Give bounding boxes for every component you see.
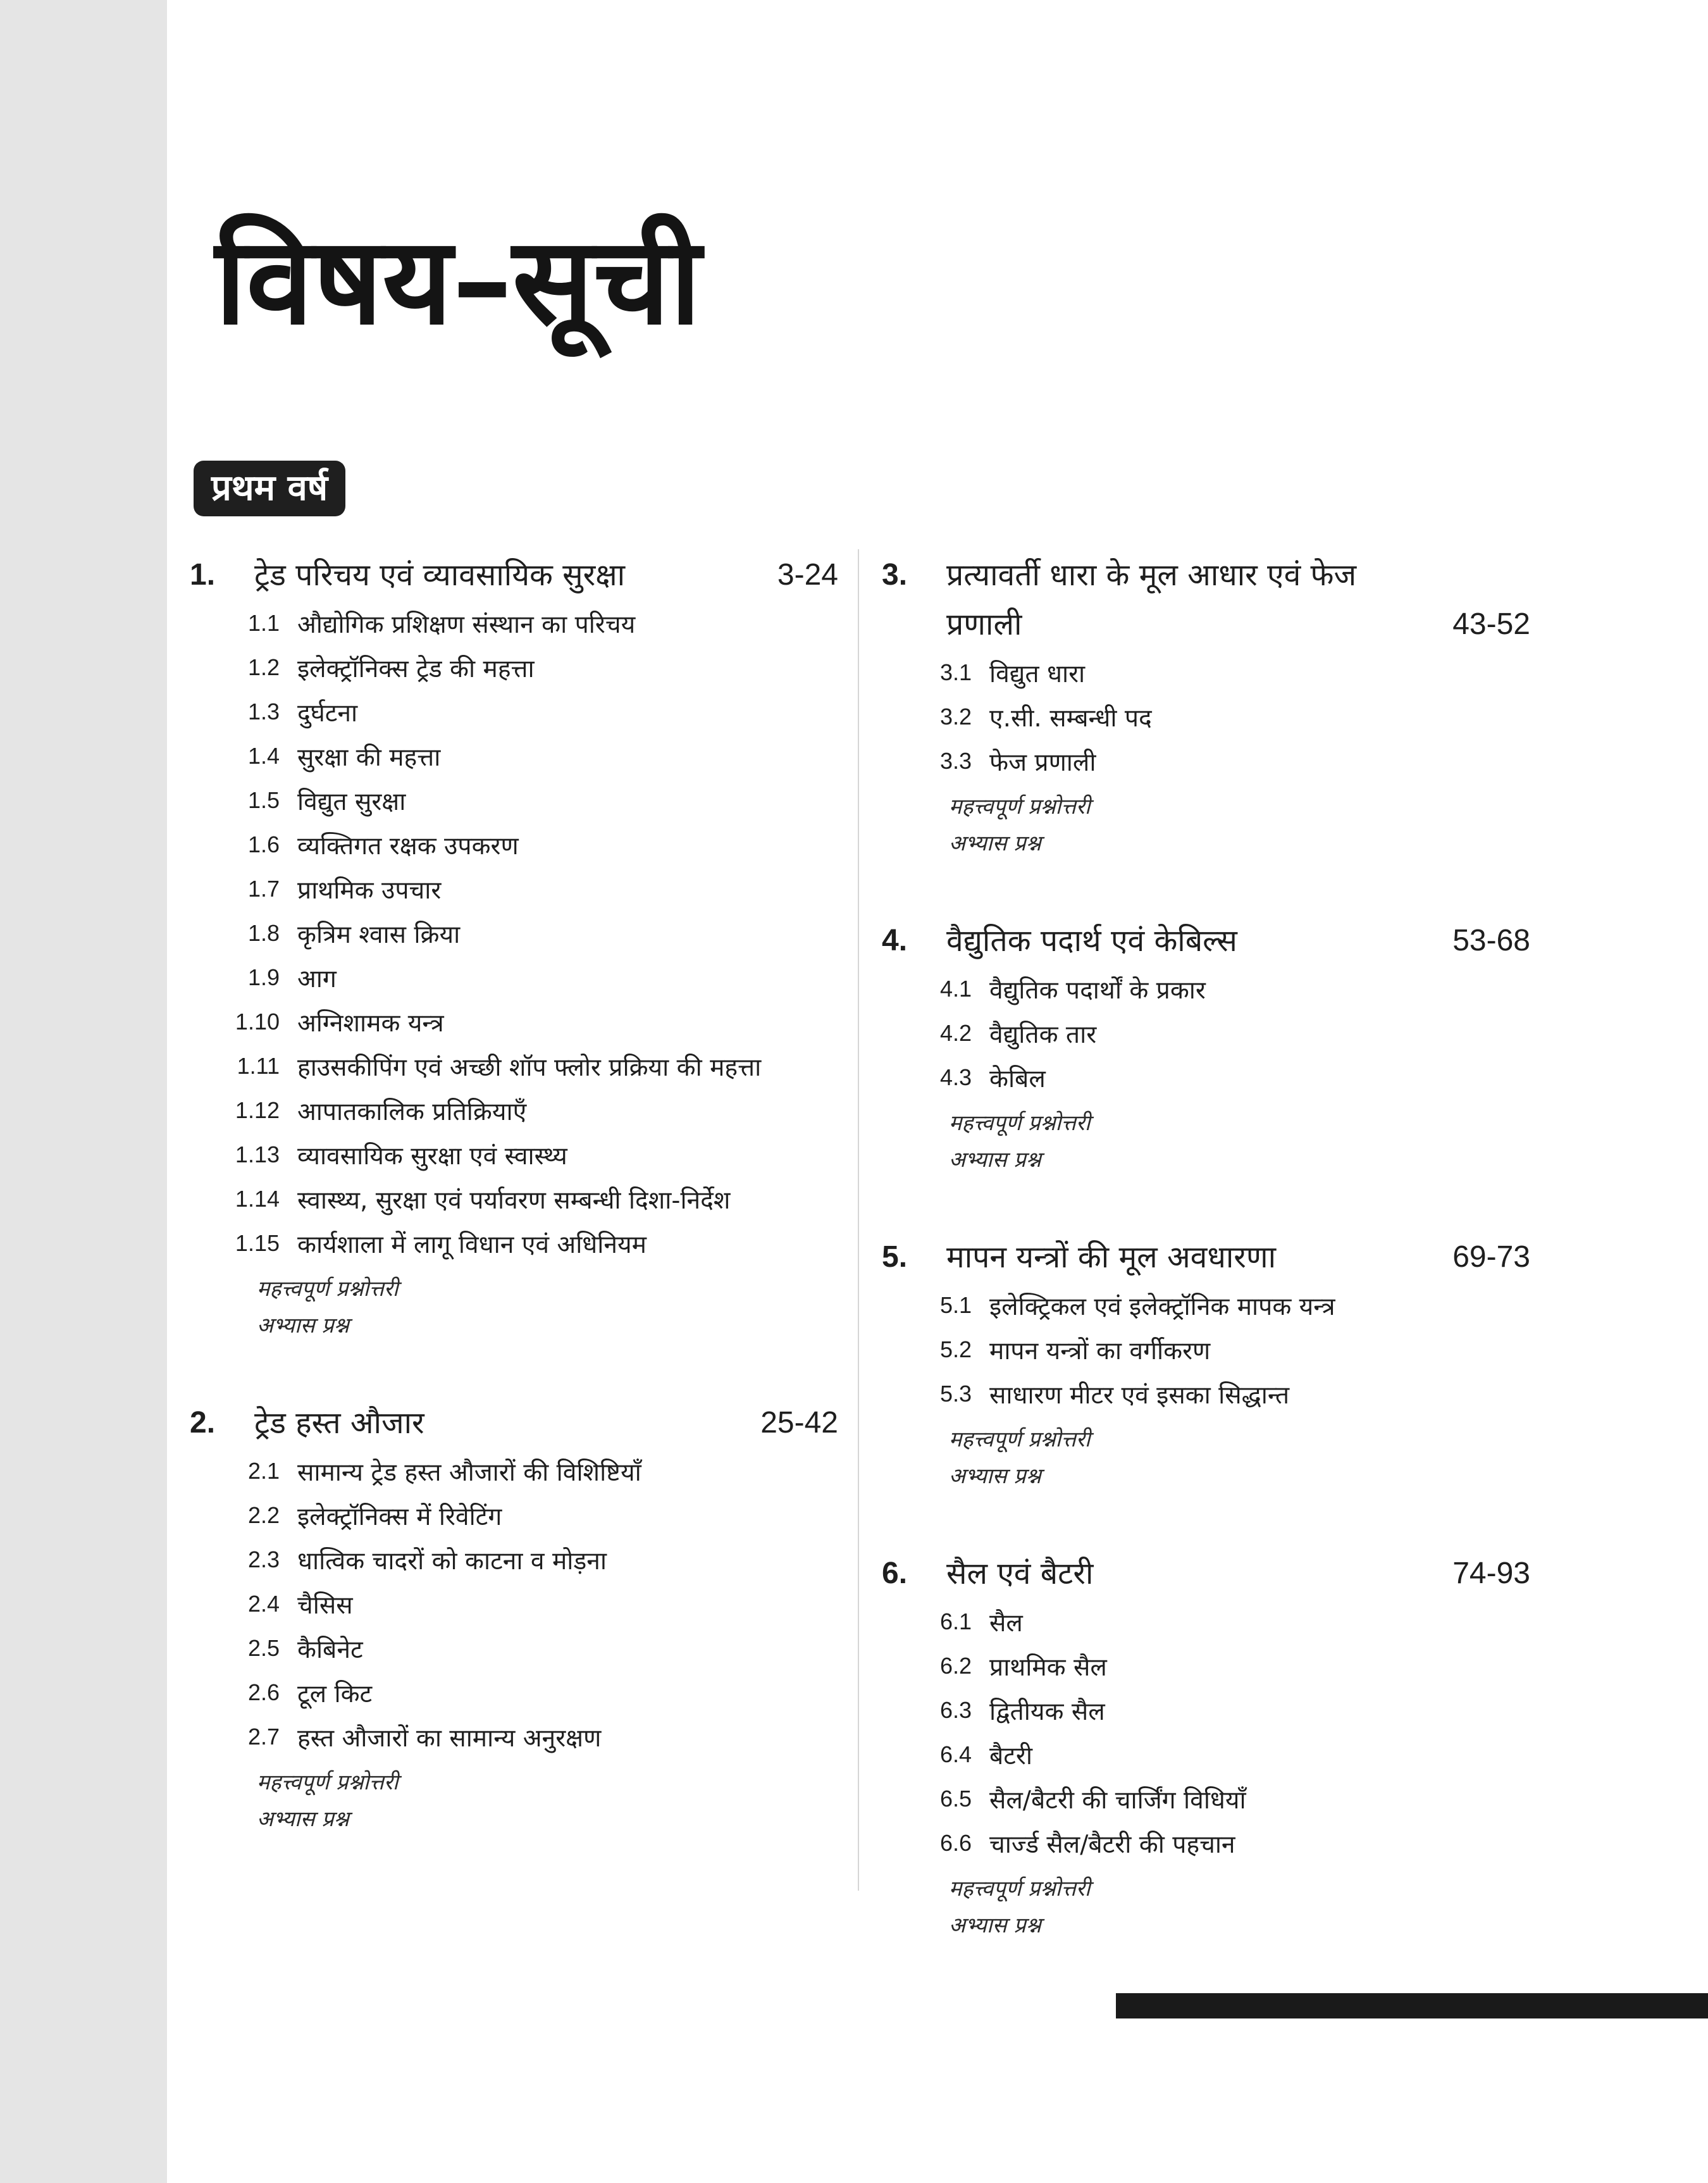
chapter-title: मापन यन्त्रों की मूल अवधारणा <box>946 1240 1277 1275</box>
topic-item <box>882 650 1530 695</box>
chapter-number: 2. <box>190 1406 216 1440</box>
topic-item <box>190 911 838 955</box>
topic-number: 1.5 <box>247 787 280 813</box>
chapter-topic-list <box>190 1449 838 1759</box>
chapter-topic-list <box>882 650 1530 783</box>
topic-title: हाउसकीपिंग एवं अच्छी शॉप फ्लोर प्रक्रिया की महत्ता <box>297 1053 762 1082</box>
topic-item <box>190 734 838 778</box>
topic-number: 6.6 <box>939 1830 972 1856</box>
topic-title: मापन यन्त्रों का वर्गीकरण <box>989 1336 1211 1365</box>
topic-title: कृत्रिम श्वास क्रिया <box>297 920 461 949</box>
chapter-topic-list <box>882 967 1530 1100</box>
left-margin-strip <box>0 0 167 2183</box>
topic-item <box>190 1000 838 1044</box>
important-questions-label: महत्त्वपूर्ण प्रश्नोत्तरी <box>949 1427 1091 1452</box>
toc-chapter <box>882 1549 1530 1944</box>
toc-chapter <box>882 916 1530 1178</box>
chapter-heading <box>882 916 1530 966</box>
chapter-heading <box>882 1549 1530 1598</box>
topic-title: चार्ज्ड सैल/बैटरी की पहचान <box>989 1830 1235 1859</box>
topic-number: 1.7 <box>247 876 280 902</box>
topic-title: धात्विक चादरों को काटना व मोड़ना <box>297 1546 607 1576</box>
topic-item <box>190 1493 838 1538</box>
topic-title: केबिल <box>989 1064 1046 1093</box>
chapter-title: वैद्युतिक पदार्थ एवं केबिल्स <box>946 923 1237 959</box>
topic-title: सुरक्षा की महत्ता <box>297 743 441 772</box>
practice-questions-label: अभ्यास प्रश्न <box>949 1464 1041 1489</box>
chapter-topic-list <box>190 601 838 1266</box>
topic-number: 1.15 <box>235 1230 280 1256</box>
chapter-page-range: 69-73 <box>1452 1240 1530 1274</box>
topic-item <box>882 1055 1530 1100</box>
topic-item <box>190 778 838 823</box>
topic-number: 5.3 <box>939 1381 972 1407</box>
topic-title: विद्युत धारा <box>989 659 1086 688</box>
topic-title: स्वास्थ्य, सुरक्षा एवं पर्यावरण सम्बन्धी दिशा-निर्देश <box>297 1186 731 1215</box>
topic-item <box>190 955 838 1000</box>
topic-number: 2.7 <box>247 1724 280 1750</box>
topic-number: 5.2 <box>939 1336 972 1362</box>
toc-column-right <box>882 550 1530 1998</box>
topic-number: 1.1 <box>247 610 280 636</box>
topic-title: चैसिस <box>297 1591 353 1620</box>
important-questions-label: महत्त्वपूर्ण प्रश्नोत्तरी <box>257 1276 399 1302</box>
topic-item <box>190 601 838 645</box>
page-title: विषय–सूची <box>215 211 702 351</box>
topic-number: 2.2 <box>247 1502 280 1528</box>
topic-title: अग्निशामक यन्त्र <box>297 1009 444 1038</box>
topic-item <box>882 1328 1530 1372</box>
topic-title: इलेक्ट्रिकल एवं इलेक्ट्रॉनिक मापक यन्त्र <box>989 1292 1335 1321</box>
topic-item <box>882 739 1530 783</box>
topic-title: वैद्युतिक तार <box>989 1020 1097 1049</box>
topic-number: 3.1 <box>939 659 972 685</box>
chapter-number: 3. <box>882 558 908 592</box>
topic-item <box>882 1011 1530 1055</box>
topic-title: व्यावसायिक सुरक्षा एवं स्वास्थ्य <box>297 1141 567 1171</box>
toc-column-left <box>190 550 838 1892</box>
chapter-number: 5. <box>882 1240 908 1274</box>
chapter-page-range: 43-52 <box>1452 607 1530 641</box>
important-questions-label: महत्त्वपूर्ण प्रश्नोत्तरी <box>257 1770 399 1795</box>
toc-chapter <box>882 1233 1530 1495</box>
topic-number: 1.10 <box>235 1009 280 1035</box>
topic-item <box>190 690 838 734</box>
chapter-page-range: 25-42 <box>760 1406 838 1440</box>
topic-item <box>190 867 838 911</box>
topic-number: 6.3 <box>939 1697 972 1723</box>
chapter-heading <box>882 550 1530 649</box>
topic-number: 6.1 <box>939 1608 972 1634</box>
topic-title: आग <box>297 964 337 993</box>
topic-number: 1.9 <box>247 964 280 990</box>
topic-title: व्यक्तिगत रक्षक उपकरण <box>297 831 519 861</box>
topic-number: 3.2 <box>939 704 972 730</box>
topic-item <box>190 1582 838 1626</box>
year-badge: प्रथम वर्ष <box>194 461 345 516</box>
topic-item <box>190 823 838 867</box>
topic-title: इलेक्ट्रॉनिक्स में रिवेटिंग <box>297 1502 502 1531</box>
chapter-title: सैल एवं बैटरी <box>946 1556 1094 1591</box>
topic-item <box>190 1177 838 1221</box>
topic-item <box>882 1688 1530 1732</box>
topic-number: 2.4 <box>247 1591 280 1617</box>
chapter-heading <box>190 550 838 600</box>
chapter-title: ट्रेड परिचय एवं व्यावसायिक सुरक्षा <box>254 557 626 593</box>
topic-title: फेज प्रणाली <box>989 748 1096 777</box>
toc-chapter <box>190 550 838 1344</box>
topic-item <box>882 1372 1530 1416</box>
topic-item <box>190 645 838 690</box>
topic-item <box>882 967 1530 1011</box>
topic-number: 1.6 <box>247 831 280 857</box>
topic-item <box>882 1283 1530 1328</box>
practice-questions-label: अभ्यास प्रश्न <box>949 1913 1041 1938</box>
topic-number: 2.6 <box>247 1679 280 1705</box>
topic-item <box>190 1133 838 1177</box>
topic-item <box>190 1088 838 1133</box>
topic-title: साधारण मीटर एवं इसका सिद्धान्त <box>989 1381 1290 1410</box>
topic-title: प्राथमिक सैल <box>989 1653 1107 1682</box>
topic-item <box>190 1626 838 1670</box>
topic-item <box>882 1644 1530 1688</box>
topic-item <box>190 1715 838 1759</box>
topic-title: टूल किट <box>297 1679 373 1708</box>
chapter-title: प्रत्यावर्ती धारा के मूल आधार एवं फेज प्रणाली <box>946 557 1357 642</box>
topic-item <box>190 1538 838 1582</box>
topic-number: 2.5 <box>247 1635 280 1661</box>
topic-title: द्वितीयक सैल <box>989 1697 1105 1726</box>
column-divider <box>858 549 859 1891</box>
topic-item <box>190 1221 838 1266</box>
topic-item <box>190 1670 838 1715</box>
chapter-topic-list <box>882 1600 1530 1865</box>
toc-chapter <box>882 550 1530 862</box>
topic-title: कार्यशाला में लागू विधान एवं अधिनियम <box>297 1230 647 1259</box>
topic-number: 1.13 <box>235 1141 280 1167</box>
topic-title: प्राथमिक उपचार <box>297 876 442 905</box>
topic-item <box>190 1044 838 1088</box>
topic-title: विद्युत सुरक्षा <box>297 787 406 816</box>
chapter-number: 1. <box>190 558 216 592</box>
practice-questions-label: अभ्यास प्रश्न <box>949 831 1041 856</box>
toc-chapter <box>190 1398 838 1838</box>
topic-item <box>882 1600 1530 1644</box>
chapter-page-range: 74-93 <box>1452 1557 1530 1590</box>
topic-number: 5.1 <box>939 1292 972 1318</box>
topic-title: बैटरी <box>989 1741 1032 1770</box>
topic-title: कैबिनेट <box>297 1635 363 1664</box>
chapter-page-range: 53-68 <box>1452 924 1530 957</box>
topic-number: 6.5 <box>939 1786 972 1812</box>
important-questions-label: महत्त्वपूर्ण प्रश्नोत्तरी <box>949 1876 1091 1901</box>
topic-number: 1.8 <box>247 920 280 946</box>
topic-title: दुर्घटना <box>297 699 358 728</box>
topic-title: औद्योगिक प्रशिक्षण संस्थान का परिचय <box>297 610 636 639</box>
topic-title: हस्त औजारों का सामान्य अनुरक्षण <box>297 1724 602 1753</box>
topic-item <box>190 1449 838 1493</box>
topic-title: सामान्य ट्रेड हस्त औजारों की विशिष्टियाँ <box>297 1458 641 1487</box>
topic-title: आपातकालिक प्रतिक्रियाएँ <box>297 1097 527 1126</box>
topic-title: सैल/बैटरी की चार्जिंग विधियाँ <box>989 1786 1246 1815</box>
topic-title: वैद्युतिक पदार्थों के प्रकार <box>989 976 1206 1005</box>
topic-item <box>882 1821 1530 1865</box>
topic-title: इलेक्ट्रॉनिक्स ट्रेड की महत्ता <box>297 654 535 683</box>
topic-item <box>882 1732 1530 1777</box>
practice-questions-label: अभ्यास प्रश्न <box>257 1313 349 1338</box>
practice-questions-label: अभ्यास प्रश्न <box>949 1147 1041 1172</box>
topic-number: 3.3 <box>939 748 972 774</box>
chapter-heading <box>190 1398 838 1448</box>
topic-number: 1.12 <box>235 1097 280 1123</box>
chapter-number: 6. <box>882 1557 908 1590</box>
chapter-title: ट्रेड हस्त औजार <box>254 1405 424 1441</box>
important-questions-label: महत्त्वपूर्ण प्रश्नोत्तरी <box>949 794 1091 819</box>
topic-item <box>882 1777 1530 1821</box>
topic-item <box>882 695 1530 739</box>
chapter-topic-list <box>882 1283 1530 1416</box>
topic-number: 1.14 <box>235 1186 280 1212</box>
chapter-number: 4. <box>882 924 908 957</box>
topic-number: 6.4 <box>939 1741 972 1767</box>
chapter-heading <box>882 1233 1530 1282</box>
topic-number: 2.3 <box>247 1546 280 1572</box>
topic-number: 4.1 <box>939 976 972 1002</box>
topic-number: 1.3 <box>247 699 280 725</box>
footer-bar <box>1116 1993 1708 2018</box>
topic-title: ए.सी. सम्बन्धी पद <box>989 704 1152 733</box>
practice-questions-label: अभ्यास प्रश्न <box>257 1807 349 1832</box>
topic-number: 6.2 <box>939 1653 972 1679</box>
important-questions-label: महत्त्वपूर्ण प्रश्नोत्तरी <box>949 1110 1091 1136</box>
chapter-page-range: 3-24 <box>777 558 838 592</box>
topic-number: 1.2 <box>247 654 280 680</box>
topic-number: 4.3 <box>939 1064 972 1090</box>
topic-number: 2.1 <box>247 1458 280 1484</box>
topic-number: 4.2 <box>939 1020 972 1046</box>
topic-title: सैल <box>989 1608 1023 1638</box>
topic-number: 1.11 <box>237 1053 280 1079</box>
topic-number: 1.4 <box>247 743 280 769</box>
